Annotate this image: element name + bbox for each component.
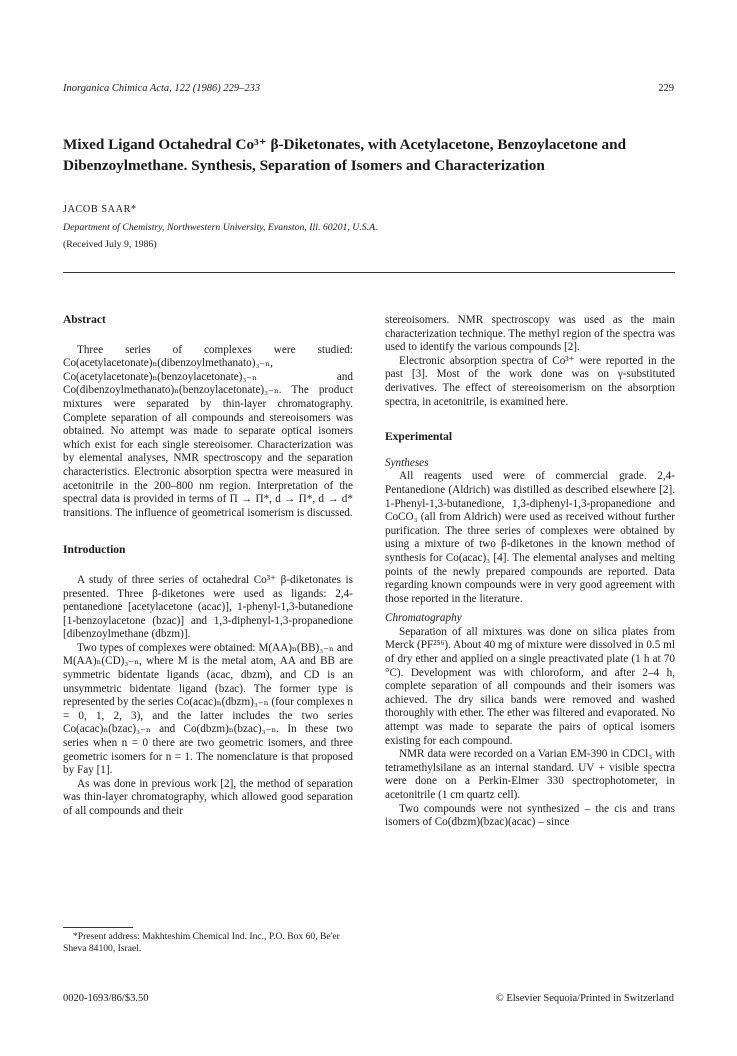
chromatography-heading: Chromatography	[385, 612, 462, 625]
issn-price: 0020-1693/86/$3.50	[63, 993, 149, 1004]
running-header	[63, 83, 260, 94]
right-column	[385, 314, 675, 830]
last-paragraph: Two compounds were not synthesized – the cis and trans isomers of Co(dbzm)(bzac)(acac) – since	[385, 802, 675, 829]
introduction-paragraph-1: A study of three series of octahedral Co³⁺ β-diketonates is presented. Three β-diketones were used as ligands: 2,4-pentanedione [acetylacetone (acac)], 1-phenyl-1,3-butanedione [1-benzoylacetone (bzac)] and 1,3-diphenyl-1,3-propanedione [dibenzoylmethane (dbzm)].	[63, 573, 353, 641]
author-name: JACOB SAAR*	[63, 204, 137, 215]
continued-paragraph: stereoisomers. NMR spectroscopy was used as the main characterization technique. The methyl region of the spectra was used to identify the various compounds [2].	[385, 314, 675, 354]
footnote-divider	[63, 927, 133, 928]
abstract-text: Three series of complexes were studied: Co(acetylacetonate)ₙ(dibenzoylmethanato)₃₋ₙ, Co(acetylacetonate)ₙ(benzoylacetonate)₃₋ₙ and Co(dibenzoylmethanato)ₙ(benzoylacetonate)₃₋ₙ. The product mixtures were separated by thin-layer chromatography. Complete separation of all compounds and stereoisomers was obtained. No attempt was made to separate optical isomers which exist for each single stereoisomer. Characterization was by elemental analyses, NMR spectroscopy and the separation characteristics. Electronic absorption spectra were measured in acetonitrile in the 200–800 nm region. Interpretation of the spectral data is provided in terms of Π → Π*, d → Π*, d → d* transitions. The influence of geometrical isomerism is discussed.	[63, 343, 353, 519]
nmr-paragraph: NMR data were recorded on a Varian EM-390 in CDCl₃ with tetramethylsilane as an internal standard. UV + visible spectra were done on a Perkin-Elmer 330 spectrophotometer, in acetonitrile (1 cm quartz cell).	[385, 748, 675, 801]
paper-title: Mixed Ligand Octahedral Co³⁺ β-Diketonates, with Acetylacetone, Benzoylacetone and Dibenzoylmethane. Synthesis, Separation of Isomers and Characterization	[63, 136, 627, 174]
introduction-paragraph-3: As was done in previous work [2], the method of separation was thin-layer chromatography, which allowed good separation of all compounds and their	[63, 777, 353, 817]
abstract-heading: Abstract	[63, 314, 106, 326]
chromatography-paragraph: Separation of all mixtures was done on silica plates from Merck (PF²⁵⁶). About 40 mg of mixture were dissolved in 0.5 ml of dry ether and applied on a single preactivated plate (1 h at 70 °C). Development was with chloroform, and after 2–4 h, complete separation of all compounds and their isomers was achieved. The dry silica bands were removed and washed thoroughly with ether. The ether was filtered and evaporated. No attempt was made to separate the pairs of optical isomers existing for each compound.	[385, 625, 675, 747]
syntheses-paragraph: All reagents used were of commercial grade. 2,4-Pentanedione (Aldrich) was distilled as described elsewhere [2]. 1-Phenyl-1,3-butanedione, 1,3-diphenyl-1,3-propanedione and CoCO₃ (all from Aldrich) were used as received without further purification. The three series of complexes were obtained by using a mixture of two β-diketones in the known method of synthesis for Co(acac)₃ [4]. The elemental analyses and melting points of the newly prepared compounds are reported. Data regarding known compounds were in very good agreement with those reported in the literature.	[385, 470, 675, 605]
page-number: 229	[658, 83, 674, 94]
journal-volume: 122	[174, 83, 191, 94]
electronic-spectra-paragraph: Electronic absorption spectra of Co³⁺ were reported in the past [3]. Most of the work done was on γ-substituted derivatives. The effect of stereoisomerism on the absorption spectra, in acetonitrile, is examined here.	[385, 354, 675, 408]
received-date: (Received July 9, 1986)	[63, 239, 157, 250]
introduction-paragraph-2: Two types of complexes were obtained: M(AA)ₙ(BB)₃₋ₙ and M(AA)ₙ(CD)₃₋ₙ, where M is the metal atom, AA and BB are symmetric bidentate ligands (acac, dbzm), and CD is an unsymmetric bidentate ligand (bzac). The former type is represented by the series Co(acac)ₙ(dbzm)₃₋ₙ (four complexes n = 0, 1, 2, 3), and the latter includes the two series Co(acac)ₙ(bzac)₃₋ₙ and Co(dbzm)ₙ(bzac)₃₋ₙ. In these two series when n = 0 there are two geometric isomers, and three geometric isomers for n = 1. The nomenclature is that proposed by Fay [1].	[63, 641, 353, 777]
introduction-heading: Introduction	[63, 544, 126, 557]
experimental-heading: Experimental	[385, 431, 453, 444]
copyright-notice: © Elsevier Sequoia/Printed in Switzerland	[495, 993, 674, 1004]
journal-year-pages: (1986) 229–233	[192, 83, 261, 94]
syntheses-heading: Syntheses	[385, 456, 429, 469]
author-affiliation: Department of Chemistry, Northwestern University, Evanston, Ill. 60201, U.S.A.	[63, 222, 378, 233]
journal-name: Inorganica Chimica Acta,	[63, 83, 172, 94]
footnote: *Present address: Makhteshim Chemical Ind. Inc., P.O. Box 60, Be'er Sheva 84100, Israel.	[63, 931, 340, 954]
left-column	[63, 314, 353, 819]
header-divider	[63, 272, 675, 273]
